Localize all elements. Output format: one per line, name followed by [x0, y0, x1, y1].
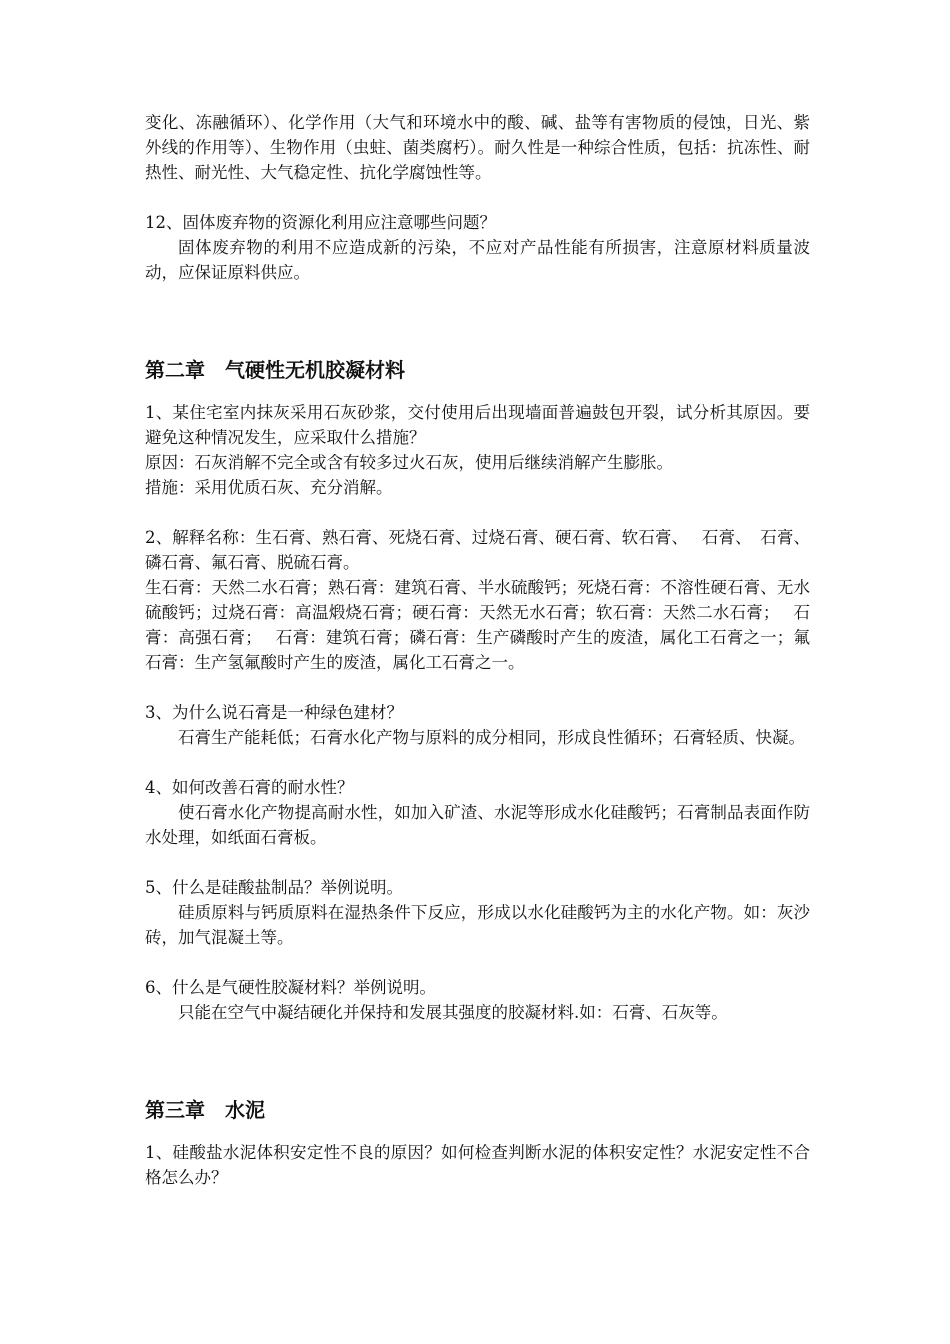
ch2-answer-1-reason: 原因：石灰消解不完全或含有较多过火石灰，使用后继续消解产生膨胀。 — [145, 453, 673, 472]
spacer — [145, 1126, 810, 1140]
spacer — [145, 329, 810, 354]
intro-paragraph: 变化、冻融循环）、化学作用（大气和环境水中的酸、碱、盐等有害物质的侵蚀，日光、紫外线的作用等）、生物作用（虫蛀、菌类腐朽）。耐久性是一种综合性质，包括：抗冻性、耐热性、耐光性、大气稳定性、抗化学腐蚀性等。 — [145, 113, 810, 182]
spacer — [145, 500, 810, 525]
ch2-question-1: 1、某住宅室内抹灰采用石灰砂浆，交付使用后出现墙面普遍鼓包开裂，试分析其原因。要避免这种情况发生，应采取什么措施？ — [145, 403, 810, 447]
spacer — [145, 950, 810, 975]
chapter-2-heading: 第二章 气硬性无机胶凝材料 — [145, 358, 405, 382]
ch2-question-5: 5、什么是硅酸盐制品？举例说明。 — [145, 878, 403, 897]
ch2-answer-5: 硅质原料与钙质原料在湿热条件下反应，形成以水化硅酸钙为主的水化产物。如：灰沙砖，加气混凝土等。 — [145, 903, 810, 947]
spacer — [145, 185, 810, 210]
ch2-question-6: 6、什么是气硬性胶凝材料？举例说明。 — [145, 978, 436, 997]
ch2-answer-6: 只能在空气中凝结硬化并保持和发展其强度的胶凝材料.如：石膏、石灰等。 — [178, 1003, 728, 1022]
question-12: 12、固体废弃物的资源化利用应注意哪些问题？ — [145, 213, 496, 232]
spacer — [145, 285, 810, 329]
ch2-answer-1-measure: 措施：采用优质石灰、充分消解。 — [145, 478, 393, 497]
ch2-answer-3: 石膏生产能耗低；石膏水化产物与原料的成分相同，形成良性循环；石膏轻质、快凝。 — [178, 728, 805, 747]
spacer — [145, 386, 810, 400]
spacer — [145, 1025, 810, 1069]
ch2-answer-2: 生石膏：天然二水石膏；熟石膏：建筑石膏、半水硫酸钙；死烧石膏：不溶性硬石膏、无水硫酸钙；过烧石膏：高温煅烧石膏；硬石膏：天然无水石膏；软石膏：天然二水石膏； 石膏：高强石膏； 石膏：建筑石膏；磷石膏：生产磷酸时产生的废渣，属化工石膏之一；氟石膏：生产氢氟酸时产生的废渣，属化工石膏之一。 — [145, 578, 810, 672]
spacer — [145, 675, 810, 700]
answer-12: 固体废弃物的利用不应造成新的污染，不应对产品性能有所损害，注意原材料质量波动，应保证原料供应。 — [145, 238, 810, 282]
ch2-question-4: 4、如何改善石膏的耐水性？ — [145, 778, 354, 797]
chapter-3-heading: 第三章 水泥 — [145, 1098, 265, 1122]
spacer — [145, 750, 810, 775]
ch2-question-3: 3、为什么说石膏是一种绿色建材？ — [145, 703, 403, 722]
ch2-question-2: 2、解释名称：生石膏、熟石膏、死烧石膏、过烧石膏、硬石膏、软石膏、 石膏、 石膏、磷石膏、氟石膏、脱硫石膏。 — [145, 528, 810, 572]
spacer — [145, 1069, 810, 1094]
document-page — [145, 110, 810, 1190]
spacer — [145, 850, 810, 875]
ch3-question-1: 1、硅酸盐水泥体积安定性不良的原因？如何检查判断水泥的体积安定性？水泥安定性不合格怎么办？ — [145, 1143, 810, 1187]
ch2-answer-4: 使石膏水化产物提高耐水性，如加入矿渣、水泥等形成水化硅酸钙；石膏制品表面作防水处理，如纸面石膏板。 — [145, 803, 810, 847]
